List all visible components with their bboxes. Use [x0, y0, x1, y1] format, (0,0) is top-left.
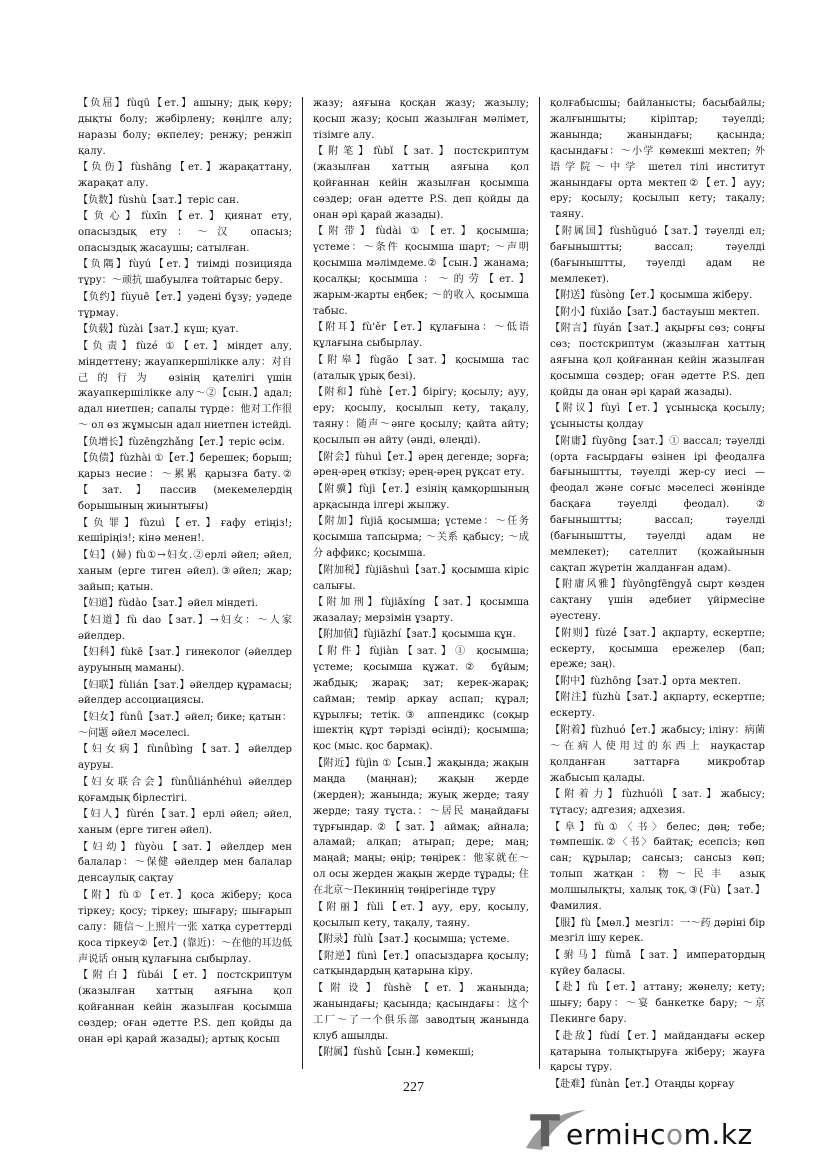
dictionary-entry: 【附逆】fùnì【ет.】опасыздарға қосылу; сатқындардың қатарына кіру.: [313, 950, 529, 978]
dictionary-entry: 【负载】fùzài【зат.】күш; қуат.: [78, 324, 239, 336]
dictionary-entry: 【附加值】fùjiāzhí【зат.】қосымша құн.: [313, 629, 516, 641]
dictionary-entry: 【附加税】fùjiāshuì【зат.】қосымша кіріс салығы.: [313, 564, 529, 592]
dictionary-entry: 【赴难】fùnàn【ет.】Отаңды қорғау: [550, 1078, 735, 1090]
dictionary-entry: 【附骥】fùjì【ет.】езінің қамқоршының арқасында ілгері жылжу.: [313, 483, 529, 511]
dictionary-entry: 【附庸】fùyōng【зат.】① вассал; тәуелді (орта ғасырдағы өзінен ірі феодалға бағыныштты, тәуелді жер-су иесі — феодал және соғыс мәселесі жөнінде басқаға тәуелді феодал). ② бағыныштты; вассал; тәуелді (бағыныштты, тәуелді адам не мемлекет); сателлит (қожайынын сақтап жүретін жалданған адам).: [550, 435, 765, 574]
dictionary-entry: 【附言】fùyán【зат.】ақырғы сөз; соңғы сөз; постскриптум (жазылған хаттың аяғына қол қойғаннан кейін жазылған қосымша сөздер; оған әдетте P.S. деп қойды да онан әрі қарай жазады).: [550, 323, 765, 398]
dictionary-entry: 【妇科】fùkē【зат.】гинеколог (әйелдер ауруының маманы).: [78, 647, 292, 675]
dictionary-entry: 【负隅】fùyú【ет.】тиімді позицияда тұру：～顽抗 шабуылға тойтарыс беру.: [78, 259, 292, 287]
dictionary-entry: 【附议】fùyì【ет.】ұсынысқа қосылу; ұсынысты қолдау: [550, 403, 765, 431]
dictionary-entry: 【妇女】fùnǚ【зат.】әйел; бикe; қатын：～问题 әйел мәселесі.: [78, 711, 292, 739]
dictionary-entry: 【附送】fùsòng【ет.】қосымша жіберу.: [550, 290, 753, 302]
column-divider: [539, 97, 540, 1069]
logo-wordmark: [566, 1118, 753, 1151]
dictionary-entry: 【附件】fùjiàn【зат.】① қосымша; үстеме; қосымша құжат.② бұйым; жабдық; жарақ; зат; керек-жарақ; сайман; темір аркау аспап; құрал; құрылғы; тетік.③ аппендикс (соқыр ішектің құрт тәрізді өсінді); қосымша; қос (мыс. қос бармақ).: [313, 645, 529, 753]
dictionary-entry: 【妇】(婦) fù①→妇女.②ерлі әйел; әйел, ханым (ерге тиген әйел).③әйел; жар; зайып; қатын.: [78, 549, 292, 593]
dictionary-entry: 【附近】fùjìn ①【сын.】жақында; жақын маңда (маңнан); жақын жерде (жерден); жанында; жуық жерде; таяу жерде; таяу тұста.：～居民 маңайдағы тұрғындар.②【зат.】аймақ; айнала; аламай; алқап; атырап; дере; маң; маңай; маңы; өңір; төңірек：他家就在～ол осы жерден жақын жерде тұрады; 住在北京～Пекиннің төңірегінде тұру: [313, 757, 529, 897]
logo-wordmark-part: ermінc: [566, 1118, 667, 1151]
dictionary-entry: 【妇道】fùdào【зат.】әйел міндеті.: [78, 598, 258, 610]
page-number: 227: [403, 1080, 424, 1095]
dictionary-entry: 【附注】fùzhù【зат.】ақпарту, ескертпе; ескерту.: [550, 692, 765, 720]
dictionary-entry: 【负数】fùshù【зат.】теріс сан.: [78, 194, 240, 206]
termincom-logo: [520, 1104, 820, 1156]
column-left: [78, 96, 292, 1074]
dictionary-entry: 【负罪】fùzuì【ет.】ғафу етіңіз!; кешіріңіз!; кінә менен!.: [78, 517, 292, 545]
dictionary-entry: 【妇人】fùrén【зат.】ерлі әйел; әйел, ханым (ерге тиген әйел).: [78, 809, 292, 837]
dictionary-entry: 【附加】fùjiā қосымша; үстеме：～任务 қосымша тапсырма; ～关系 қабысу; ～成分 аффикс; қосымша.: [313, 516, 529, 560]
dictionary-entry: 【附耳】fù'ěr【ет.】құлағына：～低语 құлағына сыбырлау.: [313, 322, 529, 350]
dictionary-entry: 【妇幼】fùyòu【зат.】әйелдер мен балалар：～保健 әйелдер мен балалар денсаулық сақтау: [78, 841, 292, 885]
logo-wordmark-o: o: [666, 1118, 684, 1151]
dictionary-entry: 【妇女联合会】fùnǚliánhéhuì әйелдер қоғамдық бірлестігі.: [78, 776, 292, 804]
column-right: [550, 96, 765, 1090]
column-middle: [313, 96, 529, 1074]
dictionary-entry: 【驸马】fùmǎ【зат.】императордың күйеу баласы.: [550, 949, 765, 977]
dictionary-entry: 【负债】fùzhài ①【ет.】берешек; борыш; қарыз несие：～累累 қарызға бату.②【зат.】пассив (мекемелердің борышының жиынтығы): [78, 453, 292, 512]
dictionary-entry: 【妇道】fù dao【зат.】→妇女：～人家 әйелдер.: [78, 614, 292, 642]
dictionary-entry: 【附则】fùzé【зат.】ақпарту, ескертпе; ескерту, қосымша ережелер (бап; ереже; заң).: [550, 627, 765, 671]
dictionary-entry: 【阜】fù①〈书〉белес; дөң; төбе; төмпешік.②〈书〉байтақ; есепсіз; көп сан; құрылар; сансыз; сансыз көп; толып жатқан：物～民丰 азық молшылықты, халық тоқ.③(Fù)【зат.】Фамилия.: [550, 821, 765, 913]
logo-letter-t: T: [530, 1106, 560, 1157]
dictionary-entry: 【服】fù【мөл.】мезгіл：一～药 дәріні бір мезгіл ішу керек.: [550, 917, 765, 945]
dictionary-entry: 【附属】fùshǔ【сын.】көмекші;: [313, 1047, 475, 1059]
dictionary-entry: 【附中】fùzhōng【зат.】орта мектеп.: [550, 675, 741, 687]
dictionary-entry: 【负约】fùyuē【ет.】уәдені бұзу; уәдеде тұрмау.: [78, 291, 292, 319]
dictionary-entry: 【附加刑】fùjiāxíng【зат.】қосымша жазалау; мерзімін ұзарту.: [313, 597, 529, 624]
dictionary-entry: 【附笔】fùbǐ【зат.】постскриптум (жазылған хаттың аяғына қол қойғаннан кейін жазылған қосымша сөздер; оған әдетте P.S. деп қойды да онан әрі қарай жазады).: [313, 146, 529, 221]
dictionary-entry: 【负责】fùzé ①【ет.】міндет алу, міндеттену; жауапкершілікке алу：对自己的行为 өзінің қателігі үшін жауапкершілікке алу～②【сын.】адал; адал ниетпен; сапалы түрде：他对工作很～ ол өз жұмысын адал ниетпен істейді.: [78, 340, 292, 432]
dictionary-entry: 【赴敌】fùdí【ет.】майдандағы әскер қатарына толықтыруға жіберу; жауға қарсы тұру.: [550, 1030, 765, 1074]
dictionary-entry: жазу; аяғына қосқан жазу; жазылу; қосып жазу; қосып жазылған мәлімет, тізімге алу.: [313, 98, 529, 141]
dictionary-entry: 【附小】fùxiǎo【зат.】бастауыш мектеп.: [550, 306, 760, 318]
logo-wordmark-part: m.kz: [683, 1118, 753, 1151]
dictionary-entry: 【附白】fùbái【ет.】постскриптум (жазылған хаттың аяғына қол қойғаннан кейін жазылған қосымша сөздер; оған әдетте P.S. деп қойды да онан әрі қарай жазады); артық қосып: [78, 970, 292, 1045]
dictionary-entry: қолғабысшы; байланысты; басыбайлы; жалғыншыты; кіріптар; тәуелді; жанында; жанындағы; қасында; қасындағы：～小学 көмекші мектеп; 外语学院～中学 шетел тілі институт жанындағы орта мектеп②【ет.】ауу; еру; қосылу; қосылып кету; тақалу; таяну.: [550, 98, 765, 221]
dictionary-entry: 【负屈】fùqū【ет.】ашыну; дық көру; дықты болу; жәбірлену; көңілге алу; наразы болу; өкпелеу; ренжу; ренжіп қалу.: [78, 98, 292, 157]
dictionary-entry: 【附和】fùhè【ет.】бірігу; қосылу; ауу, еру; қосылу, қосылып кету, тақалу, таяну：随声～әнге қосылу; қайта айту; қосылып ән айту (әнді, өлеңді).: [313, 387, 529, 446]
dictionary-entry: 【附带】fùdài ①【ет.】қосымша; үстеме：～条件 қосымша шарт; ～声明 қосымша мәлімдеме.②【сын.】жанама; қосалқы; қосымша：～的劳【ет.】жарым-жарты еңбек; ～的收入 қосымша табыс.: [313, 226, 529, 317]
dictionary-entry: 【妇联】fùlián【зат.】әйелдер құрамасы; әйелдер ассоциациясы.: [78, 679, 292, 707]
dictionary-entry: 【负心】fùxīn【ет.】қиянат ету, опасыздық ету：～汉 опасыз; опасыздық жасаушы; сатылған.: [78, 211, 292, 254]
dictionary-entry: 【附设】fùshè【ет.】жанында; жанындағы; қасында; қасындағы：这个工厂～了一个俱乐部 заводтың жанында клуб ашылды.: [313, 982, 529, 1042]
dictionary-entry: 【妇女病】fùnǚbìng【зат.】әйелдер ауруы.: [78, 744, 292, 772]
dictionary-entry: 【附会】fùhuì【ет.】әрең дегенде; зорға; әрең-әрең өткізу; әрең-әрең рұқсат ету.: [313, 451, 529, 479]
dictionary-entry: 【附丽】fùlì【ет.】ауу, еру, қосылу, қосылып кету, тақалу, таяну.: [313, 901, 529, 929]
dictionary-entry: 【附着力】fùzhuólì【зат.】жабысу; тұтасу; адгезия; адхезия.: [550, 789, 765, 816]
dictionary-entry: 【附皋】fùgāo【зат.】қосымша тас (аталық ұрық безі).: [313, 354, 529, 382]
dictionary-entry: 【附庸风雅】fùyōngfēngyǎ сырт көзден сақтану үшін әдебиет үйірмесіне әуестену.: [550, 579, 765, 623]
dictionary-entry: 【负伤】fùshāng【ет.】жарақаттану, жарақат алу.: [78, 162, 292, 190]
column-divider: [302, 97, 303, 1069]
dictionary-entry: 【赴】fù【ет.】аттану; жөнелу; кету; шығу; бару：～宴 банкетке бару; ～京 Пекинге бару.: [550, 982, 765, 1026]
dictionary-entry: 【附录】fùlù【зат.】қосымша; үстеме.: [313, 934, 510, 946]
dictionary-entry: 【附】fù①【ет.】қоса жіберу; қоса тіркеу; қосу; тіркеу; шығару; шығарып салу：随信～上照片一张 хатқа суреттерді қоса тіркеу②【ет.】(靠近)：～在他的耳边低声说话 оның құлағына сыбырлау.: [78, 889, 292, 965]
dictionary-entry: 【附着】fùzhuó【ет.】жабысу; іліну：病菌～在病人使用过的东西上 науқастар қолданған заттарға микробтар жабысып қалады.: [550, 724, 765, 784]
dictionary-entry: 【负增长】fùzēngzhǎng【ет.】теріс өсім.: [78, 436, 285, 448]
dictionary-entry: 【附属国】fùshǔguó【зат.】тәуелді ел; бағыныштты; вассал; тәуелді (бағыныштты, тәуелді адам не мемлекет).: [550, 225, 765, 285]
